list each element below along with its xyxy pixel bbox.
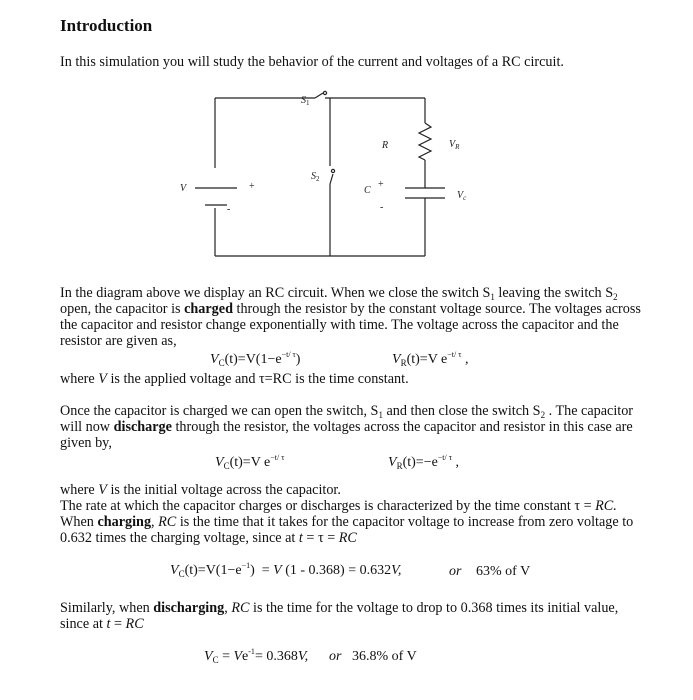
where-applied-voltage: where V is the applied voltage and τ=RC is the time constant. — [60, 371, 409, 387]
page-heading: Introduction — [60, 16, 153, 35]
switch-s2-blade — [330, 174, 333, 184]
equation3-or: or — [449, 564, 462, 579]
para1-line4: resistor are given as, — [60, 333, 177, 349]
para4-line2: since at t = RC — [60, 616, 144, 632]
capacitor-plus-sign: + — [378, 179, 384, 190]
resistor-zigzag — [419, 123, 431, 160]
equation-vc-discharging: $V_C(t)=V$ $e^{-t/ \tau}$ — [215, 453, 285, 471]
switch-s1-contact — [323, 91, 326, 94]
battery-minus-sign: - — [227, 204, 231, 215]
para3-line3: When charging, RC is the time that it takes for the capacitor voltage to increase from zero voltage to — [60, 514, 634, 530]
switch-s1-blade — [315, 93, 323, 98]
capacitor-minus-sign: - — [380, 202, 384, 213]
resistor-label: R — [382, 140, 389, 151]
para3-line1: where V is the initial voltage across the capacitor. — [60, 482, 341, 498]
switch-s2-contact — [331, 169, 334, 172]
equation-vc-charging: $V_C(t)=V(1-e^{-t/ \tau})$ — [210, 350, 301, 368]
battery-plus-sign: + — [249, 181, 255, 192]
para2-line1: Once the capacitor is charged we can open the switch, $S_1$ and then close the switch $S_2$ . The capacitor — [60, 403, 634, 420]
rc-circuit-diagram — [175, 88, 465, 268]
equation3-percent: 63% of V — [476, 564, 531, 579]
equation-vr-discharging: $V_R(t)=-e^{-t/ \tau}$ , — [388, 453, 459, 471]
s2-label: $S_2$ — [311, 171, 320, 183]
vc-label: $V_c$ — [457, 190, 467, 202]
intro-paragraph: In this simulation you will study the behavior of the current and voltages of a RC circuit. — [60, 54, 564, 70]
s1-label: $S_1$ — [301, 95, 310, 107]
equation-charging-time-constant: $V_C(t)=V(1-e^{-1}) = V$ (1 - 0.368) = 0.632V, — [170, 561, 402, 579]
capacitor-label: C — [364, 185, 371, 196]
equation4-percent: 36.8% of V — [352, 649, 417, 664]
vr-label: $V_R$ — [449, 139, 460, 151]
para1-line1: In the diagram above we display an RC circuit. When we close the switch $S_1$ leaving the switch $S_2$ — [60, 285, 618, 302]
voltage-source-label: V — [180, 183, 187, 194]
para1-line2: open, the capacitor is charged through the resistor by the constant voltage source. The voltages across — [60, 301, 641, 317]
para2-line3: given by, — [60, 435, 112, 451]
equation-discharging-time-constant: $V_C = Ve^{-1}= 0.368V$, — [204, 647, 309, 665]
para1-line3: the capacitor and resistor change exponentially with time. The voltage across the capacitor and the — [60, 317, 619, 333]
equation4-or: or — [329, 649, 342, 664]
para3-line4: 0.632 times the charging voltage, since at t = τ = RC — [60, 530, 357, 546]
para4-line1: Similarly, when discharging, RC is the time for the voltage to drop to 0.368 times its initial value, — [60, 600, 619, 616]
para2-line2: will now discharge through the resistor, the voltages across the capacitor and resistor in this case are — [60, 419, 633, 435]
para3-line2: The rate at which the capacitor charges or discharges is characterized by the time constant τ = RC. — [60, 498, 617, 514]
equation-vr-charging: $V_R(t)=V$ $e^{-t/ \tau}$ , — [392, 350, 469, 368]
